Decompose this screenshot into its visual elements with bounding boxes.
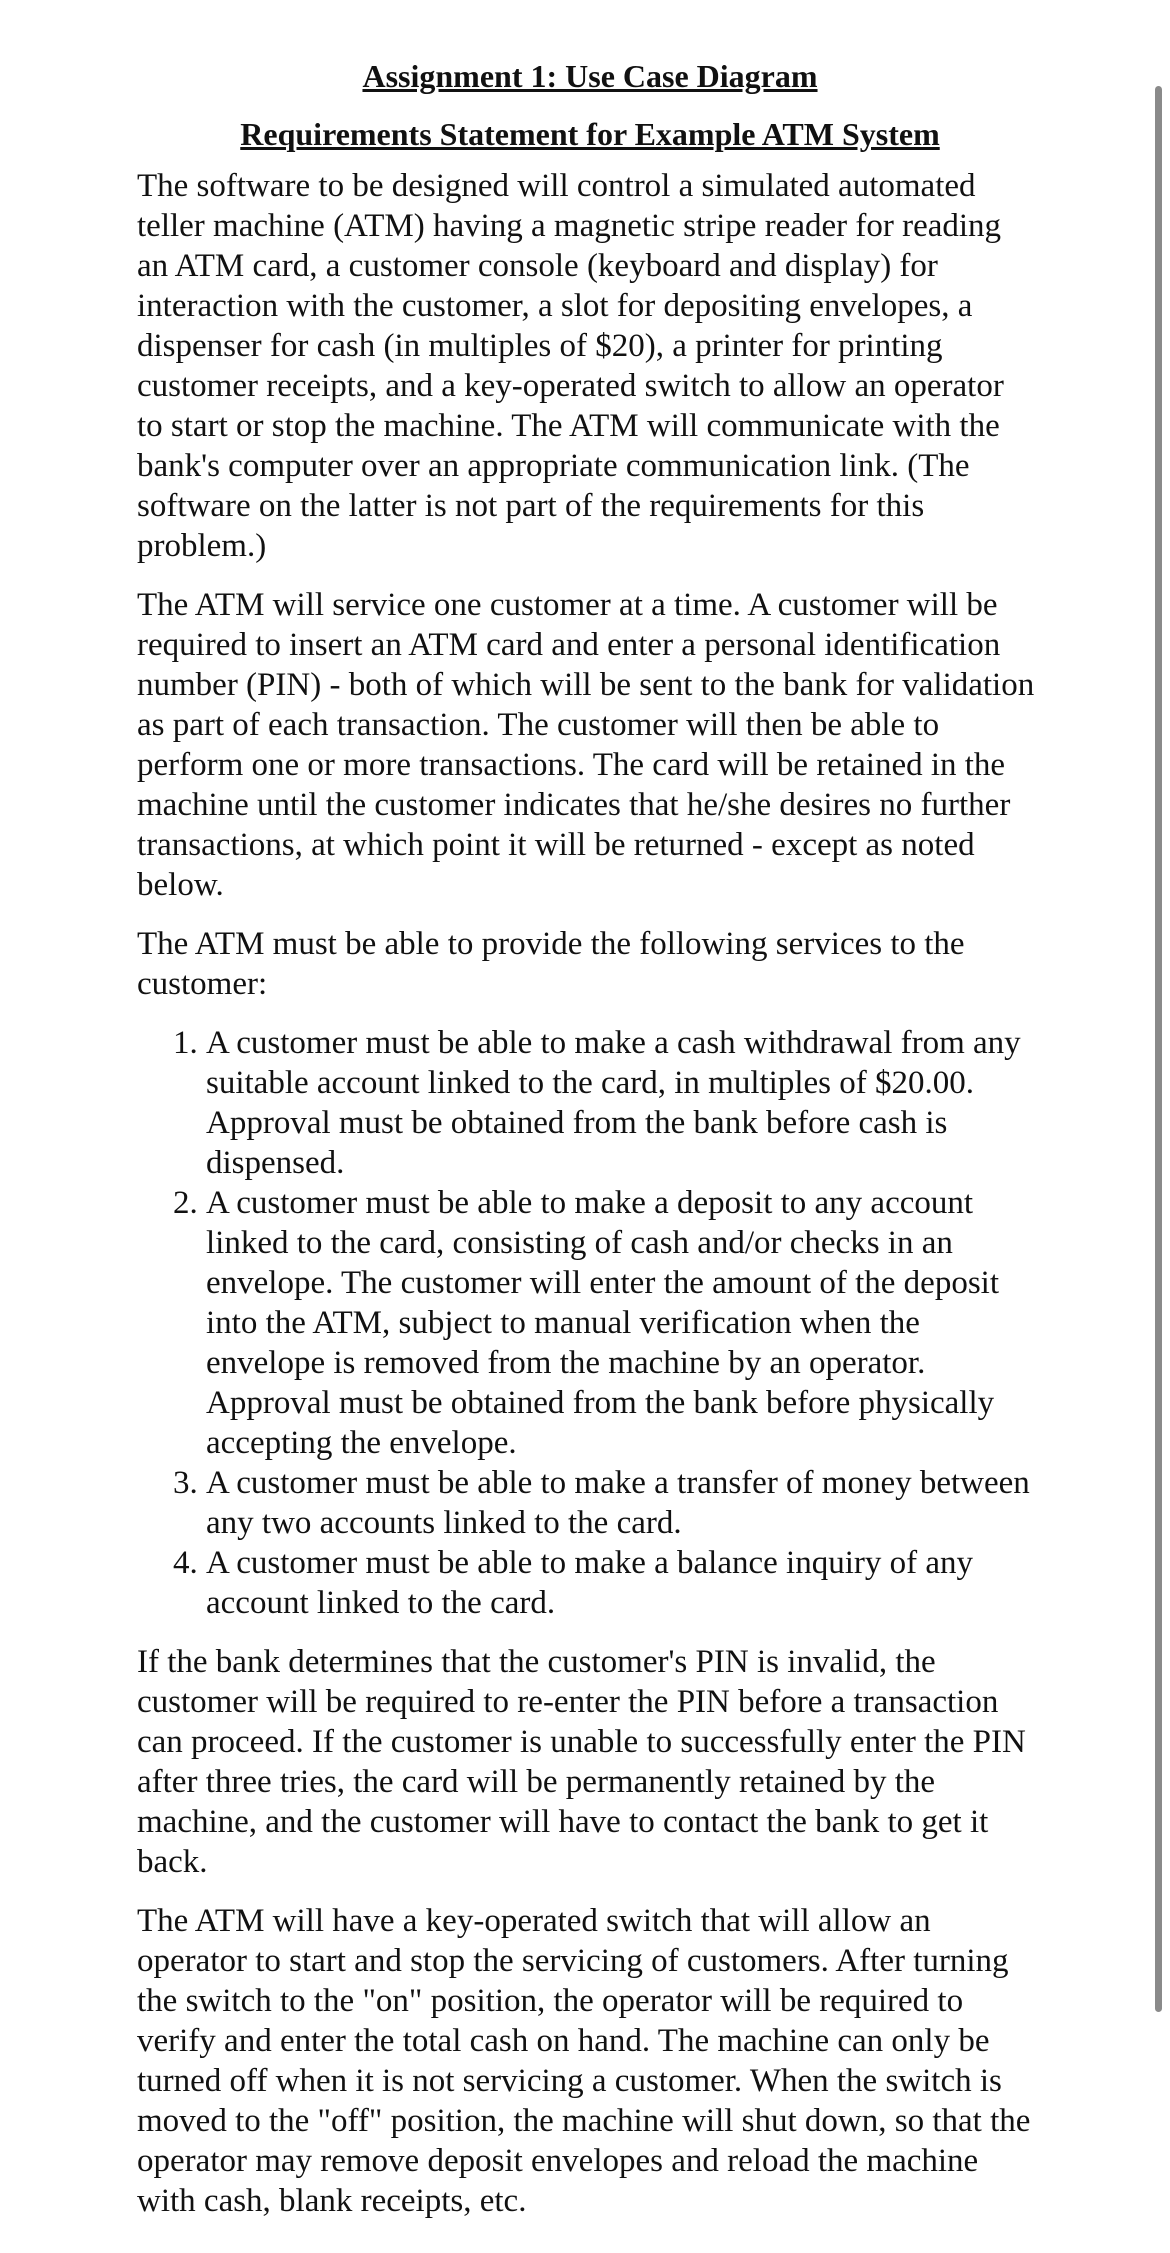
service-item-withdrawal: 1. A customer must be able to make a cash withdrawal from any suitable account linked to the card, in multiples of $20.00. Approval must be obtained from the bank before cash is dispensed. — [206, 1023, 1037, 1183]
service-item-deposit: 2. A customer must be able to make a deposit to any account linked to the card, consisting of cash and/or checks in an envelope. The customer will enter the amount of the deposit into the ATM, subject to manual verification when the envelope is removed from the machine by an operator. Approval must be obtained from the bank before physically accepting the envelope. — [206, 1183, 1037, 1463]
paragraph-services-intro: The ATM must be able to provide the following services to the customer: — [137, 926, 965, 1002]
document-body — [137, 56, 1037, 2240]
service-item-transfer: 3. A customer must be able to make a transfer of money between any two accounts linked to the card. — [206, 1463, 1037, 1543]
service-item-balance-inquiry: 4. A customer must be able to make a balance inquiry of any account linked to the card. — [206, 1543, 1037, 1623]
paragraph-operator-switch: The ATM will have a key-operated switch that will allow an operator to start and stop the servicing of customers. After turning the switch to the "on" position, the operator will be required to verify and enter the total cash on hand. The machine can only be turned off when it is not servicing a customer. When the switch is moved to the "off" position, the machine will shut down, so that the operator may remove deposit envelopes and reload the machine with cash, blank receipts, etc. — [137, 1903, 1031, 2219]
scrollbar-thumb[interactable] — [1155, 86, 1162, 2012]
services-list — [137, 1023, 1037, 1623]
paragraph-customer-session: The ATM will service one customer at a time. A customer will be required to insert an ATM card and enter a personal identification number (PIN) - both of which will be sent to the bank for validation as part of each transaction. The customer will then be able to perform one or more transactions. The card will be retained in the machine until the customer indicates that he/she desires no further transactions, at which point it will be returned - except as noted below. — [137, 587, 1035, 903]
document-title: Assignment 1: Use Case Diagram — [362, 58, 818, 94]
paragraph-invalid-pin: If the bank determines that the customer's PIN is invalid, the customer will be required to re-enter the PIN before a transaction can proceed. If the customer is unable to successfully enter the PIN after three tries, the card will be permanently retained by the machine, and the customer will have to contact the bank to get it back. — [137, 1644, 1026, 1880]
paragraph-atm-overview: The software to be designed will control a simulated automated teller machine (ATM) having a magnetic stripe reader for reading an ATM card, a customer console (keyboard and display) for interaction with the customer, a slot for depositing envelopes, a dispenser for cash (in multiples of $20), a printer for printing customer receipts, and a key-operated switch to allow an operator to start or stop the machine. The ATM will communicate with the bank's computer over an appropriate communication link. (The software on the latter is not part of the requirements for this problem.) — [137, 168, 1004, 564]
vertical-scrollbar[interactable] — [1150, 0, 1170, 2253]
document-subtitle: Requirements Statement for Example ATM System — [240, 116, 940, 152]
